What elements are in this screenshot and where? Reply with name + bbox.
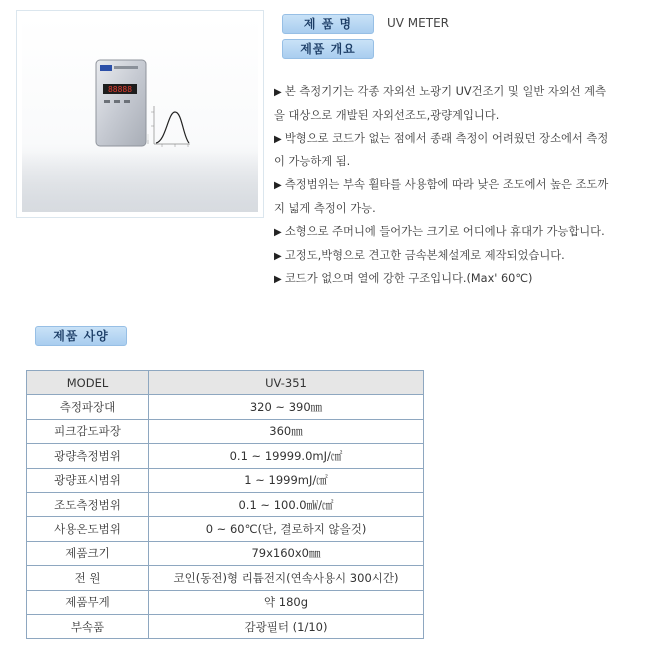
spec-value: 0.1 ~ 19999.0mJ/㎠	[149, 444, 424, 468]
spec-value: 0.1 ~ 100.0㎽/㎠	[149, 492, 424, 516]
product-photo-frame	[16, 10, 264, 218]
spec-key: 사용온도범위	[27, 517, 149, 541]
feature-list	[274, 81, 614, 292]
feature-item: ▶ 본 측정기기는 각종 자외선 노광기 UV건조기 및 일반 자외선 계측을 대상으로 개발된 자외선조도,광량계입니다.	[274, 81, 614, 128]
table-row	[27, 419, 424, 443]
spec-header-value: UV-351	[149, 371, 424, 395]
spec-value: 79x160x0㎜	[149, 541, 424, 565]
spec-value: 약 180g	[149, 590, 424, 614]
feature-item: ▶ 소형으로 주머니에 들어가는 크기로 어디에나 휴대가 가능합니다.	[274, 221, 614, 245]
table-row	[27, 492, 424, 516]
spec-value: 320 ~ 390㎚	[149, 395, 424, 419]
table-row	[27, 468, 424, 492]
table-row	[27, 541, 424, 565]
table-row	[27, 566, 424, 590]
product-photo	[22, 16, 258, 212]
feature-item: ▶ 박형으로 코드가 없는 점에서 종래 측정이 어려웠던 장소에서 측정이 가능하게 됨.	[274, 128, 614, 175]
spec-table	[26, 370, 424, 639]
spec-value: 1 ~ 1999mJ/㎠	[149, 468, 424, 492]
spec-key: 전 원	[27, 566, 149, 590]
table-row	[27, 590, 424, 614]
product-overview-label: 제품 개요	[282, 39, 374, 59]
uv-meter-image	[22, 16, 258, 212]
spec-key: 광량표시범위	[27, 468, 149, 492]
spec-value: 360㎚	[149, 419, 424, 443]
table-row	[27, 395, 424, 419]
spec-key: 피크감도파장	[27, 419, 149, 443]
spec-value: 코인(동전)형 리튬전지(연속사용시 300시간)	[149, 566, 424, 590]
feature-item: ▶ 측정범위는 부속 휠타를 사용함에 따라 낮은 조도에서 높은 조도까지 넓게 측정이 가능.	[274, 174, 614, 221]
table-row	[27, 517, 424, 541]
product-spec-label: 제품 사양	[35, 326, 127, 346]
product-name-label: 제 품 명	[282, 14, 374, 34]
spec-value: 0 ~ 60℃(단, 결로하지 않을것)	[149, 517, 424, 541]
spec-key: 광량측정범위	[27, 444, 149, 468]
lcd-readout: 88888	[107, 85, 133, 94]
feature-item: ▶ 코드가 없으며 열에 강한 구조입니다.(Max' 60℃)	[274, 268, 614, 292]
table-row	[27, 444, 424, 468]
feature-item: ▶ 고정도,박형으로 견고한 금속본체설계로 제작되었습니다.	[274, 245, 614, 269]
spec-header-row	[27, 371, 424, 395]
table-row	[27, 614, 424, 638]
spec-key: 제품크기	[27, 541, 149, 565]
spec-value: 감광필터 (1/10)	[149, 614, 424, 638]
spec-key: 제품무게	[27, 590, 149, 614]
spec-key: 조도측정범위	[27, 492, 149, 516]
product-name: UV METER	[387, 16, 449, 30]
spec-header-key: MODEL	[27, 371, 149, 395]
spec-key: 부속품	[27, 614, 149, 638]
spec-key: 측정파장대	[27, 395, 149, 419]
